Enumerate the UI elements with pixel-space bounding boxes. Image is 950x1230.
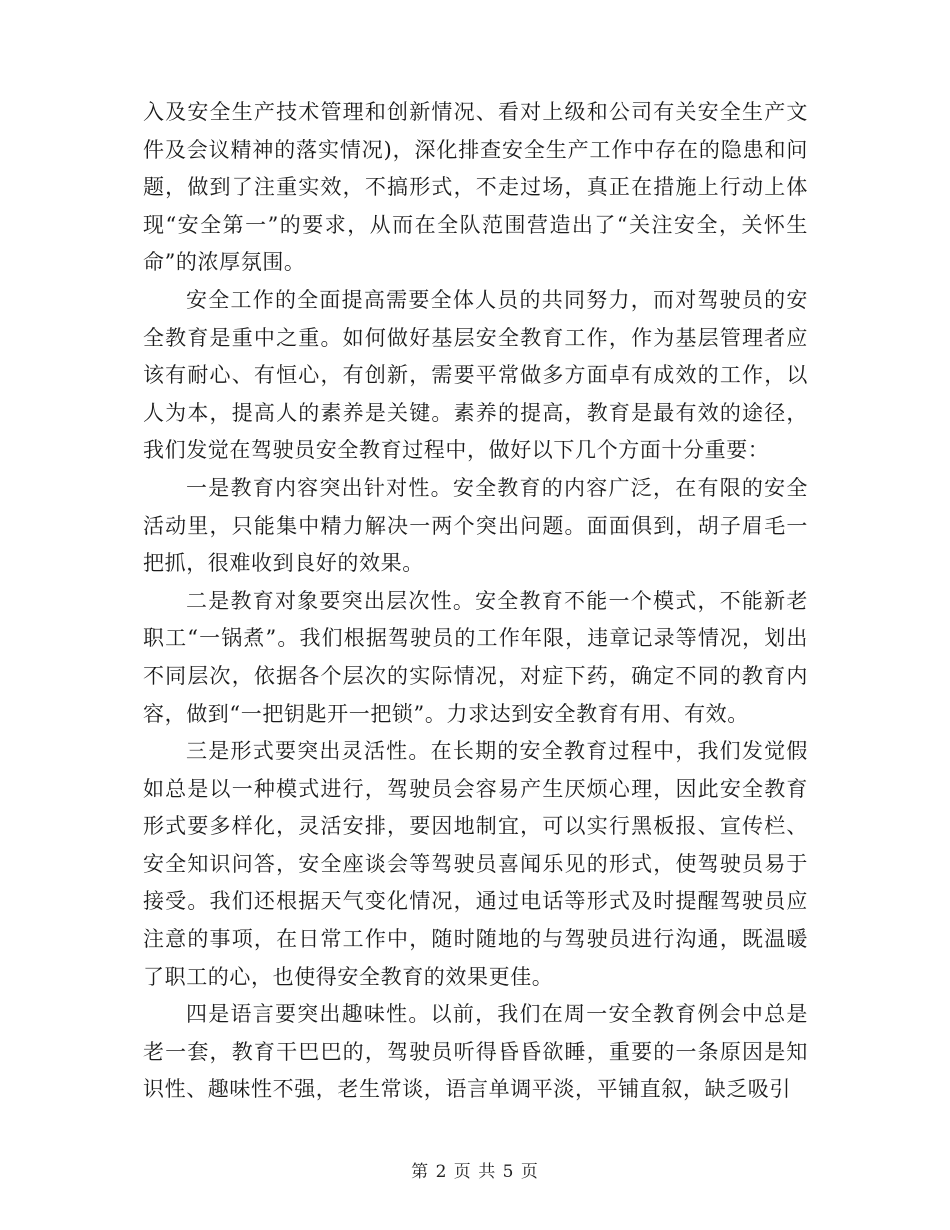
paragraph-point-two: 二是教育对象要突出层次性。安全教育不能一个模式，不能新老职工“一锅煮”。我们根据驾驶员的工作年限，违章记录等情况，划出不同层次，依据各个层次的实际情况，对症下药，确定不同的教育内容，做到“一把钥匙开一把锁”。力求达到安全教育有用、有效。 [143, 588, 808, 726]
paragraph-point-one: 一是教育内容突出针对性。安全教育的内容广泛，在有限的安全活动里，只能集中精力解决一两个突出问题。面面俱到，胡子眉毛一把抓，很难收到良好的效果。 [143, 475, 808, 576]
document-body [143, 94, 808, 1109]
paragraph-continuation: 入及安全生产技术管理和创新情况、看对上级和公司有关安全生产文件及会议精神的落实情况)，深化排查安全生产工作中存在的隐患和问题，做到了注重实效，不搞形式，不走过场，真正在措施上行动上体现“安全第一”的要求，从而在全队范围营造出了“关注安全，关怀生命”的浓厚氛围。 [143, 100, 808, 275]
paragraph-point-three: 三是形式要突出灵活性。在长期的安全教育过程中，我们发觉假如总是以一种模式进行，驾驶员会容易产生厌烦心理，因此安全教育形式要多样化，灵活安排，要因地制宜，可以实行黑板报、宣传栏、安全知识问答，安全座谈会等驾驶员喜闻乐见的形式，使驾驶员易于接受。我们还根据天气变化情况，通过电话等形式及时提醒驾驶员应注意的事项，在日常工作中，随时随地的与驾驶员进行沟通，既温暖了职工的心，也使得安全教育的效果更佳。 [143, 739, 808, 989]
paragraph-point-four: 四是语言要突出趣味性。以前，我们在周一安全教育例会中总是老一套，教育干巴巴的，驾驶员听得昏昏欲睡，重要的一条原因是知识性、趣味性不强，老生常谈，语言单调平淡，平铺直叙，缺乏吸引 [143, 1002, 808, 1102]
page-number-footer: 第 2 页 共 5 页 [411, 1162, 539, 1182]
paragraph-safety-education-intro: 安全工作的全面提高需要全体人员的共同努力，而对驾驶员的安全教育是重中之重。如何做好基层安全教育工作，作为基层管理者应该有耐心、有恒心，有创新，需要平常做多方面卓有成效的工作，以人为本，提高人的素养是关键。素养的提高，教育是最有效的途径，我们发觉在驾驶员安全教育过程中，做好以下几个方面十分重要： [143, 287, 808, 463]
